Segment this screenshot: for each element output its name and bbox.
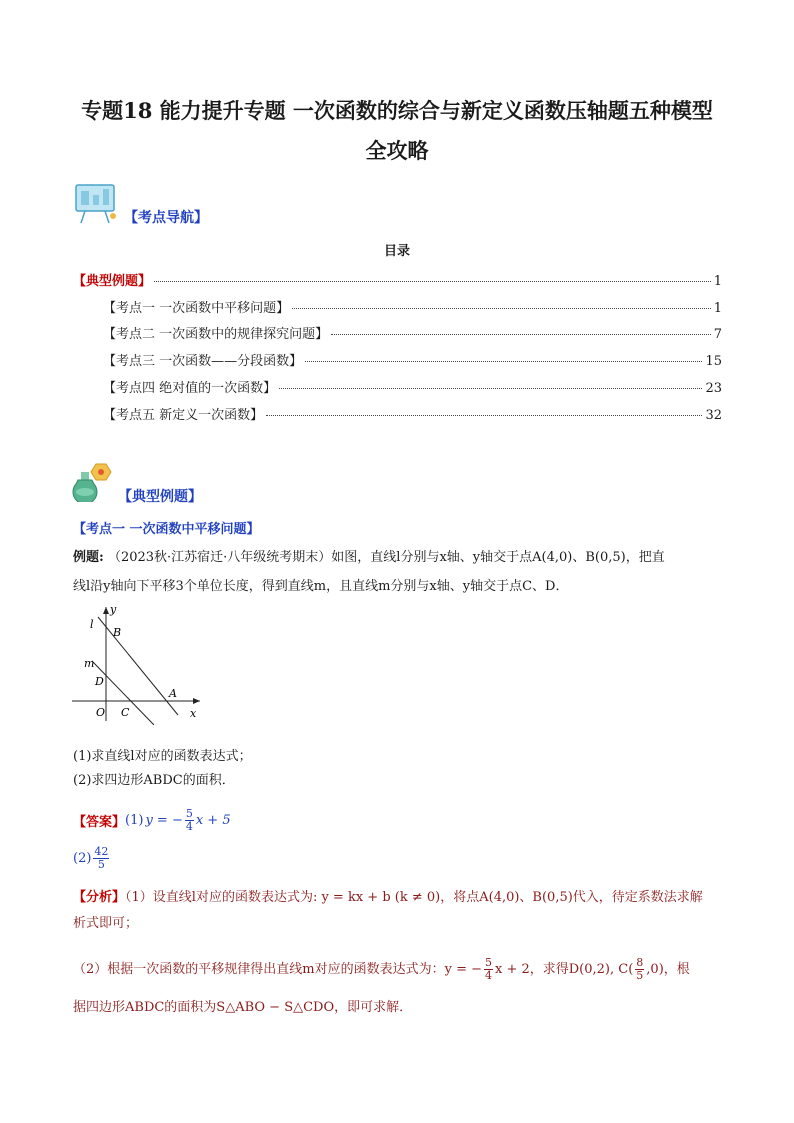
analysis-p1-text: （1）设直线l对应的函数表达式为: y = kx + b (k ≠ 0)，将点A(4,0)、B(0,5)代入，待定系数法求解 [125,890,703,905]
problem-prefix: 例题: [73,550,104,565]
label-l: l [90,618,94,631]
toc-item-label: 【考点一 一次函数中平移问题】 [103,301,290,316]
analysis-p2-line2: 据四边形ABDC的面积为S△ABO − S△CDO，即可求解． [73,1000,413,1015]
answer-2-prefix: (2) [73,851,92,866]
toc-item[interactable] [73,270,722,288]
analysis-p2-numerator: 5 [485,956,492,969]
examples-heading: 【典型例题】 [118,489,202,505]
analysis-p1-line2: 析式即可； [73,916,139,931]
toc-item[interactable] [103,350,722,368]
toc-item-label: 【考点四 绝对值的一次函数】 [103,381,277,396]
label-B: B [113,626,122,639]
toc-item-label: 【考点五 新定义一次函数】 [103,408,264,423]
analysis-p2-denominator2: 5 [636,969,644,982]
label-x: x [190,707,197,720]
y-axis-arrow-icon [103,607,109,614]
answer-2-numerator: 42 [94,845,109,858]
answer-2-fraction [93,846,109,871]
analysis-tag: 【分析】 [73,890,126,905]
toc-item[interactable] [103,323,722,341]
analysis-line1 [73,887,725,909]
answer-1-rhs: x + 5 [195,813,231,828]
toc-leader [331,334,711,335]
nav-heading: 【考点导航】 [124,210,208,226]
answer-1 [73,808,231,833]
toc-item-page: 1 [713,274,722,289]
toc-item-label: 【考点三 一次函数——分段函数】 [103,354,303,369]
toc-leader [279,388,702,389]
answer-1-denominator: 4 [185,820,193,833]
label-C: C [121,706,130,719]
label-D: D [95,675,104,688]
toc-item-page: 32 [705,408,722,423]
toc-item-page: 23 [705,381,722,396]
answer-1-fraction [185,808,194,833]
toc-leader [305,361,702,362]
toc-item[interactable] [103,297,722,315]
answer-1-numerator: 5 [185,807,193,820]
line-l [98,617,178,715]
problem-text-line2: 线l沿y轴向下平移3个单位长度，得到直线m，且直线m分别与x轴、y轴交于点C、D． [73,579,569,594]
toc-title: 目录 [383,244,410,259]
toc-item-label: 【典型例题】 [73,274,152,289]
toc-item-page: 15 [705,354,722,369]
teaching-board-icon [73,183,119,225]
analysis-p2-fraction2 [635,957,644,982]
toc-item[interactable] [103,404,722,422]
flask-icon [72,462,114,502]
toc-item[interactable] [103,377,722,395]
analysis-p2-numerator2: 8 [636,956,644,969]
answer-2 [73,846,111,871]
toc-leader [292,308,711,309]
label-O: O [96,706,106,719]
analysis-p2-fraction [484,957,493,982]
problem-line1 [73,548,723,568]
toc-item-page: 7 [713,327,722,342]
analysis-p2-b: x + 2，求得D(0,2), C( [495,961,634,977]
doc-title-line2: 全攻略 [365,138,429,163]
label-A: A [169,687,177,700]
label-y: y [110,603,117,616]
function-graph [66,603,206,725]
answer-2-denominator: 5 [97,858,105,871]
x-axis-arrow-icon [193,698,200,704]
toc-leader [154,281,711,282]
toc-leader [266,415,702,416]
toc-item-page: 1 [713,301,722,316]
analysis-p2-line1 [73,957,725,982]
answer-tag: 【答案】 [73,815,126,830]
problem-text-line1: （2023秋·江苏宿迁·八年级统考期末）如图，直线l分别与x轴、y轴交于点A(4,0)、B(0,5)，把直 [107,550,665,565]
topic-heading: 【考点一 一次函数中平移问题】 [73,522,260,537]
question-1: (1)求直线l对应的函数表达式； [73,749,252,764]
doc-title-line1: 专题18 能力提升专题 一次函数的综合与新定义函数压轴题五种模型 [81,98,713,123]
analysis-p2-denominator: 4 [485,969,492,982]
toc-item-label: 【考点二 一次函数中的规律探究问题】 [103,327,329,342]
answer-1-lhs: y = − [145,813,183,828]
label-m: m [84,657,95,670]
question-2: (2)求四边形ABDC的面积． [73,773,235,788]
analysis-p2-a: （2）根据一次函数的平移规律得出直线m对应的函数表达式为：y = − [73,961,482,977]
analysis-p2-c: ,0)，根 [646,961,690,977]
answer-1-prefix: (1) [125,813,144,828]
